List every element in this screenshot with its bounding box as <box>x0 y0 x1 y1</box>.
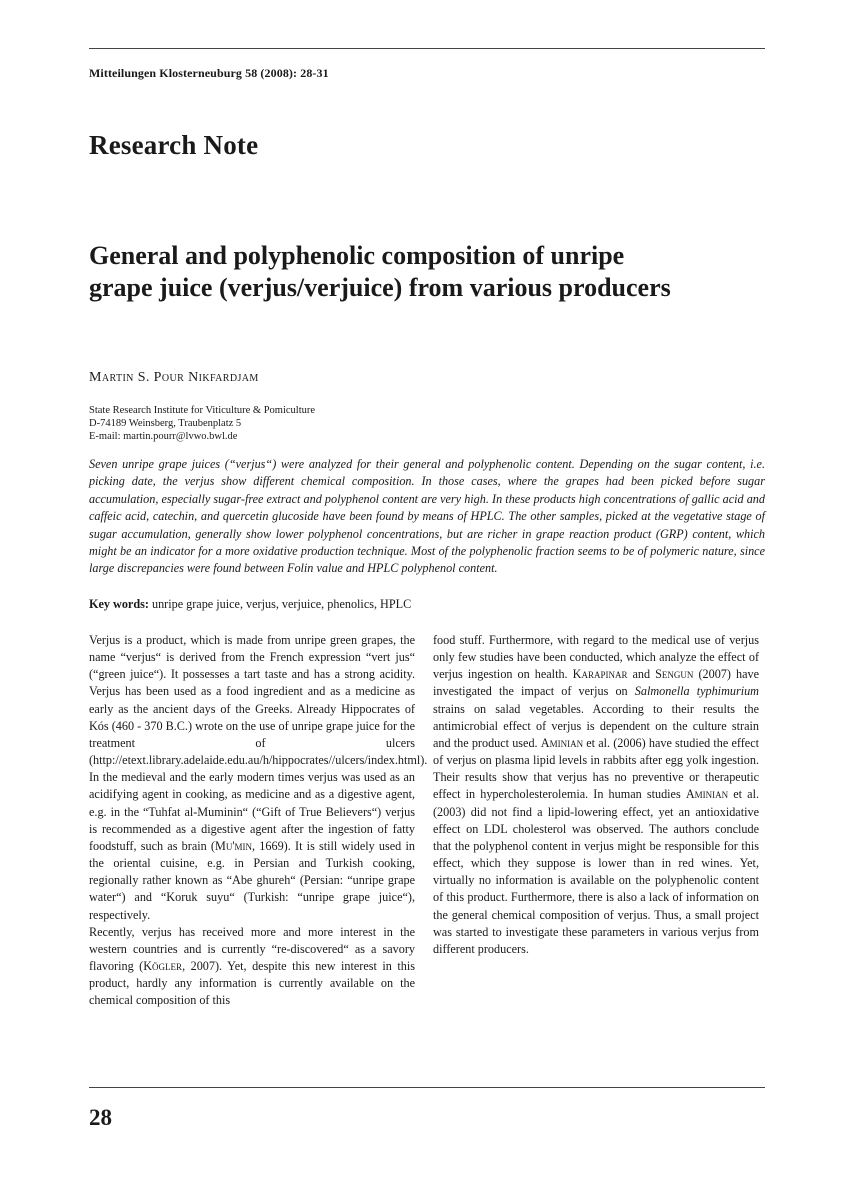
author-name: Martin S. Pour Nikfardjam <box>89 370 259 385</box>
author-affiliation <box>89 404 315 443</box>
keywords <box>89 597 411 612</box>
keywords-text: unripe grape juice, verjus, verjuice, phenolics, HPLC <box>151 597 412 611</box>
body-column-left <box>89 632 428 1009</box>
section-label: Research Note <box>89 130 259 160</box>
body-paragraph: food stuff. Furthermore, with regard to the medical use of verjus only few studies have been conducted, which analyze the effect of verjus ingestion on health. Karapinar and Sengun (2007) have investigated the impact of verjus on Salmonella typhimurium strains on salad vegetables. According to their results the antimicrobial effect of verjus is dependent on the culture strain and the product used. Aminian et al. (2006) have studied the effect of verjus on plasma lipid levels in rabbits after egg yolk ingestion. Their results show that verjus has no preventive or therapeutic effect in hypercholesterolemia. In human studies Aminian et al. (2003) did not find a lipid-lowering effect, yet an antioxidative effect on LDL cholesterol was observed. The authors conclude that the polyphenol content in verjus might be responsible for this effect, which they suppose is lower than in red wines. Yet, virtually no information is available on the polyphenolic content of this product. Furthermore, there is also a lack of information on the general chemical composition of verjus. Thus, a small project was started to investigate these parameters in various verjus from different producers. <box>433 633 759 956</box>
body-paragraph: Recently, verjus has received more and more interest in the western countries and is currently “re-discovered“ as a savory flavoring (Kögler, 2007). Yet, despite this new interest in this product, hardly any information is currently available on the chemical composition of this <box>89 924 415 1008</box>
keywords-label: Key words: <box>89 597 149 611</box>
footer-rule <box>89 1087 765 1088</box>
citation-ref: Mu'min <box>215 838 253 853</box>
citation-ref: Aminian <box>540 735 584 750</box>
article-title <box>89 240 769 304</box>
abstract: Seven unripe grape juices (“verjus“) were analyzed for their general and polyphenolic content. Depending on the sugar content, i.e. picking date, the verjus show different chemical composition. In those cases, where the grapes had been picked before sugar accumulation, especially sugar-free extract and polyphenol content are very high. In these products high concentrations of gallic acid and caffeic acid, catechin, and quercetin glucoside have been found by means of HPLC. The other samples, picked at the vegetative stage of sugar accumulation, generally show lower polyphenol concentrations, but are richer in grape reaction product (GRP) content, which might be an indicator for a more oxidative production technique. Most of the polyphenolic fraction seems to be of polymeric nature, since large discrepancies were found between Folin value and HPLC polyphenol content. <box>89 457 765 576</box>
body-column-right <box>433 632 759 958</box>
affiliation-email: E-mail: martin.pourr@lvwo.bwl.de <box>89 431 238 442</box>
affiliation-institute: State Research Institute for Viticulture & Pomiculture <box>89 405 316 416</box>
citation-ref: Sengun <box>655 667 694 682</box>
affiliation-address: D-74189 Weinsberg, Traubenplatz 5 <box>89 418 242 429</box>
page-number: 28 <box>89 1105 112 1130</box>
article-title-line-2: grape juice (verjus/verjuice) from various producers <box>89 273 671 302</box>
citation-ref: Kögler <box>143 958 183 973</box>
header-rule <box>89 48 765 49</box>
species-name: Salmonella typhimurium <box>634 684 759 699</box>
citation-ref: Aminian <box>685 787 729 802</box>
body-paragraph: Verjus is a product, which is made from unripe green grapes, the name “verjus“ is derived from the French expression “vert jus“ (“green juice“). It possesses a tart taste and has a strong acidity. Verjus has been used as a food ingredient and as a medicine as early as the ancient days of the Greeks. Already Hippocrates of Kós (460 - 370 B.C.) wrote on the use of unripe grape juice for the treatment of ulcers (http://etext.library.adelaide.edu.au/h/hippocrates//ulcers/index.html). In the medieval and the early modern times verjus was used as an acidifying agent in cooking, as medicine and as a digestive agent, e.g. in the “Tuhfat al-Muminin“ (“Gift of True Believers“) verjus is recommended as a digestive agent after the ingestion of fatty foodstuff, such as brain (Mu'min, 1669). It is still widely used in the oriental cuisine, e.g. in Persian and Turkish cooking, regionally rather known as “Abe ghureh“ (Persian: “unripe grape water“) and “Koruk suyu“ (Turkish: “unripe grape juice“), respectively. <box>89 633 428 922</box>
article-title-line-1: General and polyphenolic composition of unripe <box>89 241 625 270</box>
journal-citation: Mitteilungen Klosterneuburg 58 (2008): 28-31 <box>89 66 329 80</box>
citation-ref: Karapinar <box>572 667 628 682</box>
